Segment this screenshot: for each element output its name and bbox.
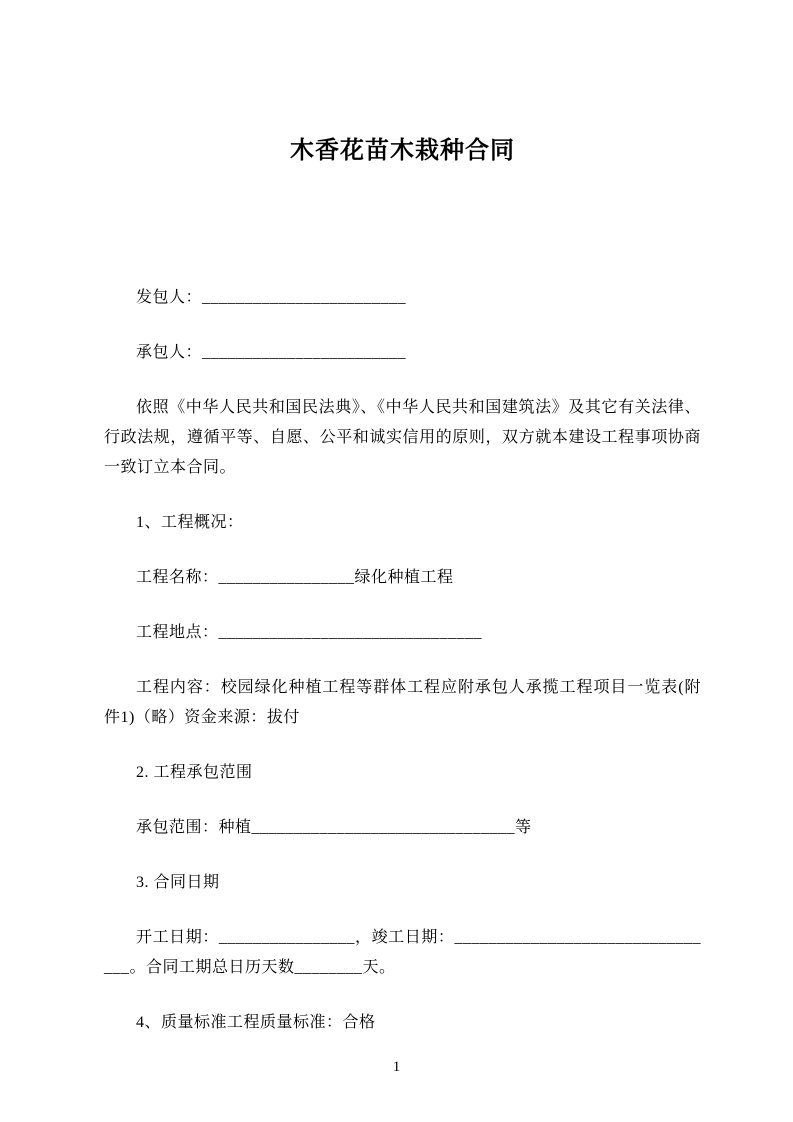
preamble-paragraph: 依照《中华人民共和国民法典》、《中华人民共和国建筑法》及其它有关法律、行政法规，遵循平等、自愿、公平和诚实信用的原则，双方就本建设工程事项协商一致订立本合同。: [104, 399, 701, 476]
project-name-line: 工程名称：________________绿化种植工程: [136, 569, 454, 586]
project-location-line: 工程地点：_______________________________: [136, 624, 483, 641]
page-footer: [0, 1059, 793, 1076]
project-content-paragraph: 工程内容：校园绿化种植工程等群体工程应附承包人承揽工程项目一览表(附件1)（略）资金来源：拔付: [104, 679, 701, 726]
section-1-heading: 1、工程概况：: [136, 514, 244, 531]
page-number: 1: [392, 1059, 401, 1075]
doc-title: 木香花苗木栽种合同: [290, 137, 515, 164]
contract-scope-line: 承包范围：种植_______________________________等: [136, 819, 532, 836]
party-b-line: 承包人：________________________: [136, 344, 407, 361]
section-2-heading: 2. 工程承包范围: [136, 764, 253, 781]
section-4-quality-line: 4、质量标准工程质量标准：合格: [136, 1014, 376, 1031]
section-3-heading: 3. 合同日期: [136, 874, 220, 891]
dates-paragraph: 开工日期：________________，竣工日期：________________________________。合同工期总日历天数________天。: [104, 929, 701, 976]
party-a-line: 发包人：________________________: [136, 289, 407, 306]
